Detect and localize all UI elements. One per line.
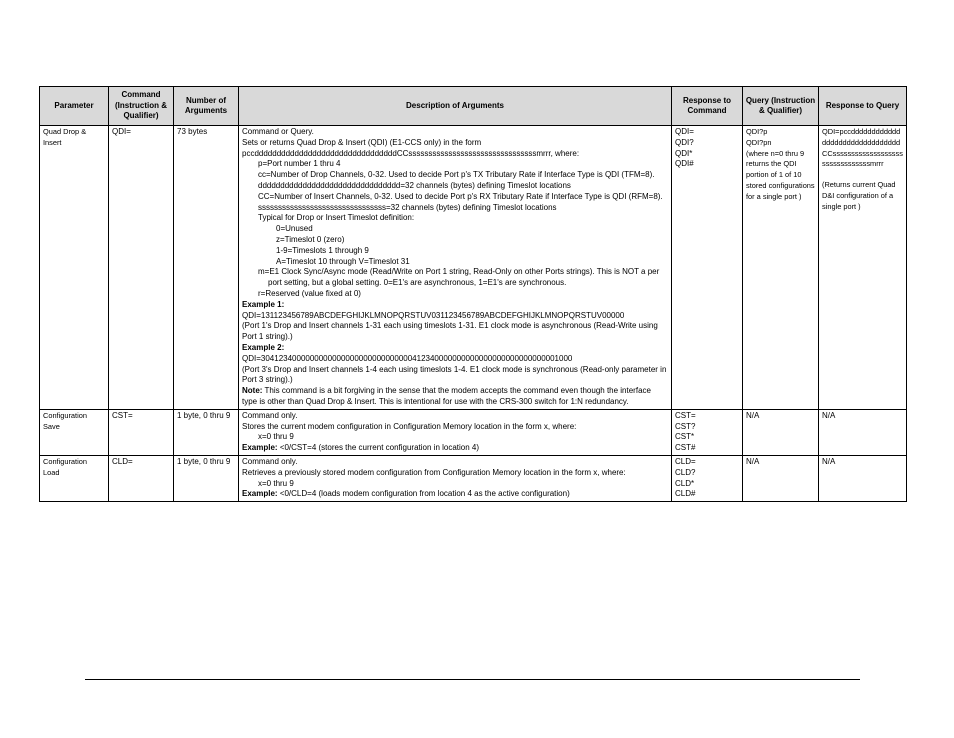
desc-line: x=0 thru 9 bbox=[258, 478, 294, 488]
desc-line: z=Timeslot 0 (zero) bbox=[276, 234, 345, 244]
query-line: (where n=0 thru 9 returns the QDI portion of 1 of 10 stored configurations for a single port ) bbox=[746, 148, 815, 201]
description-cell bbox=[239, 126, 672, 410]
note-label: Note: bbox=[242, 386, 263, 396]
desc-line: A=Timeslot 10 through V=Timeslot 31 bbox=[276, 256, 410, 266]
command-cell: QDI= bbox=[109, 126, 174, 410]
desc-line: dddddddddddddddddddddddddddddddd=32 channels (bytes) defining Timeslot locations bbox=[258, 180, 571, 190]
desc-line: 0=Unused bbox=[276, 224, 313, 234]
desc-line: port setting, but a global setting. 0=E1's are asynchronous, 1=E1's are synchronous. bbox=[268, 278, 567, 288]
query-response-cell bbox=[819, 126, 907, 410]
table-row bbox=[40, 409, 907, 455]
response-line: CST# bbox=[675, 443, 696, 453]
header-response-to-query: Response to Query bbox=[819, 87, 907, 126]
query-response-line: (Returns current Quad D&I configuration of a single port ) bbox=[822, 180, 896, 211]
arguments-cell: 1 byte, 0 thru 9 bbox=[174, 409, 239, 455]
query-line: QDI?p bbox=[746, 127, 768, 136]
footer-divider bbox=[85, 679, 860, 680]
spacer bbox=[822, 170, 903, 180]
parameter-cell: Configuration Save bbox=[40, 409, 109, 455]
example-line bbox=[242, 489, 668, 500]
header-description: Description of Arguments bbox=[239, 87, 672, 126]
table-row bbox=[40, 455, 907, 501]
response-line: CLD# bbox=[675, 489, 696, 499]
header-parameter: Parameter bbox=[40, 87, 109, 126]
query-cell: N/A bbox=[743, 409, 819, 455]
query-line: QDI?pn bbox=[746, 137, 772, 147]
query-response-line: QDI=pccdddddddddddddddddddddddddddddddCCssssssssssssssssssssssssssssssssmrrr bbox=[822, 127, 903, 169]
response-line: CST* bbox=[675, 432, 695, 442]
response-line: CST? bbox=[675, 421, 696, 431]
desc-line: ssssssssssssssssssssssssssssssss=32 channels (bytes) defining Timeslot locations bbox=[258, 202, 557, 212]
response-line: QDI? bbox=[675, 137, 694, 147]
parameter-cell: Quad Drop & Insert bbox=[40, 126, 109, 410]
parameter-cell: Configuration Load bbox=[40, 455, 109, 501]
command-table bbox=[39, 86, 907, 502]
response-line: QDI* bbox=[675, 148, 693, 158]
response-cell bbox=[672, 455, 743, 501]
arguments-cell: 1 byte, 0 thru 9 bbox=[174, 455, 239, 501]
desc-line: 1-9=Timeslots 1 through 9 bbox=[276, 245, 369, 255]
command-cell: CLD= bbox=[109, 455, 174, 501]
response-line: CST= bbox=[675, 410, 696, 420]
query-response-cell: N/A bbox=[819, 409, 907, 455]
desc-line: (Port 3's Drop and Insert channels 1-4 each using timeslots 1-4. E1 clock mode is synchronous (Read-only parameter in Port 3 string).) bbox=[242, 364, 667, 385]
desc-line: Command only. bbox=[242, 456, 298, 466]
desc-line: (Port 1's Drop and Insert channels 1-31 each using timeslots 1-31. E1 clock mode is asynchronous (Read-Write using Port 1 string).) bbox=[242, 321, 658, 342]
description-cell bbox=[239, 409, 672, 455]
response-line: QDI# bbox=[675, 159, 694, 169]
desc-line: Typical for Drop or Insert Timeslot definition: bbox=[258, 213, 415, 223]
example-line bbox=[242, 443, 668, 454]
query-cell: N/A bbox=[743, 455, 819, 501]
example-label: Example: bbox=[242, 489, 278, 499]
response-cell bbox=[672, 126, 743, 410]
response-line: CLD* bbox=[675, 478, 695, 488]
arguments-cell: 73 bytes bbox=[174, 126, 239, 410]
example-label: Example: bbox=[242, 443, 278, 453]
desc-line: Retrieves a previously stored modem configuration from Configuration Memory location in the form x, where: bbox=[242, 467, 626, 477]
note-line bbox=[242, 386, 668, 408]
header-command: Command (Instruction & Qualifier) bbox=[109, 87, 174, 126]
query-response-cell: N/A bbox=[819, 455, 907, 501]
table-row bbox=[40, 126, 907, 410]
header-query: Query (Instruction & Qualifier) bbox=[743, 87, 819, 126]
example-1-label: Example 1: bbox=[242, 299, 285, 309]
desc-line: Command only. bbox=[242, 410, 298, 420]
desc-line: m=E1 Clock Sync/Async mode (Read/Write on Port 1 string, Read-Only on other Ports strings). This is NOT a per bbox=[258, 267, 660, 277]
desc-line: p=Port number 1 thru 4 bbox=[258, 159, 341, 169]
response-line: CLD= bbox=[675, 456, 696, 466]
desc-line: QDI=131123456789ABCDEFGHIJKLMNOPQRSTUV031123456789ABCDEFGHIJKLMNOPQRSTUV00000 bbox=[242, 310, 625, 320]
example-text: <0/CST=4 (stores the current configuration in location 4) bbox=[279, 443, 480, 453]
note-text: This command is a bit forgiving in the sense that the modem accepts the command even though the interface type is other than Quad Drop & Insert. This is intentional for use with the CRS-300 switch for 1:N redundancy. bbox=[242, 386, 651, 406]
desc-line: Command or Query. bbox=[242, 127, 314, 136]
description-cell bbox=[239, 455, 672, 501]
query-cell bbox=[743, 126, 819, 410]
desc-line: cc=Number of Drop Channels, 0-32. Used to decide Port p's TX Tributary Rate if Interface Type is QDI (TFM=8). bbox=[258, 170, 655, 180]
header-response-to-command: Response to Command bbox=[672, 87, 743, 126]
desc-line: QDI=3041234000000000000000000000000000412340000000000000000000000000001000 bbox=[242, 353, 573, 363]
command-cell: CST= bbox=[109, 409, 174, 455]
desc-line: x=0 thru 9 bbox=[258, 432, 294, 442]
example-text: <0/CLD=4 (loads modem configuration from location 4 as the active configuration) bbox=[279, 489, 570, 499]
header-number-of-arguments: Number of Arguments bbox=[174, 87, 239, 126]
example-2-label: Example 2: bbox=[242, 342, 285, 352]
response-line: CLD? bbox=[675, 467, 696, 477]
response-line: QDI= bbox=[675, 127, 694, 136]
desc-line: Sets or returns Quad Drop & Insert (QDI) (E1-CCS only) in the form bbox=[242, 137, 482, 147]
desc-line: r=Reserved (value fixed at 0) bbox=[258, 288, 361, 298]
header-row bbox=[40, 87, 907, 126]
desc-line: pccddddddddddddddddddddddddddddddddCCssssssssssssssssssssssssssssssssmrrr, where: bbox=[242, 148, 580, 158]
desc-line: CC=Number of Insert Channels, 0-32. Used to decide Port p's RX Tributary Rate if Interface Type is QDI (RFM=8). bbox=[258, 191, 663, 201]
response-cell bbox=[672, 409, 743, 455]
desc-line: Stores the current modem configuration in Configuration Memory location in the form x, where: bbox=[242, 421, 577, 431]
